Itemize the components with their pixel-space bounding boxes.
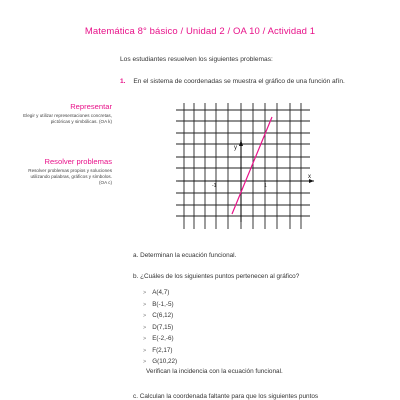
function-line [232, 117, 272, 214]
verify-text: Verifican la incidencia con la ecuación funcional. [146, 368, 283, 375]
list-item: > G(10,22) [143, 358, 178, 365]
list-item: > A(4,7) [143, 289, 170, 296]
x-tick-label: -1 [212, 183, 217, 189]
chevron-right-icon: > [143, 290, 147, 296]
x-axis-label: x [308, 174, 311, 180]
item-b: b. ¿Cuáles de los siguientes puntos pertenecen al gráfico? [133, 273, 300, 280]
chevron-right-icon: > [143, 347, 147, 354]
sidebar-title: Representar [70, 102, 112, 111]
intro-text: Los estudiantes resuelven los siguientes problemas: [120, 56, 273, 63]
item-a: a. Determinan la ecuación funcional. [133, 252, 237, 259]
chevron-right-icon: > [143, 313, 147, 319]
item-c: c. Calculan la coordenada faltante para que los siguientes puntos [133, 393, 319, 400]
sidebar-desc: Elegir y utilizar representaciones concretas, pictóricas y simbólicas. (OA k) [23, 113, 112, 124]
chevron-right-icon: > [143, 301, 147, 308]
list-item: > C(6,12) [143, 312, 174, 319]
sidebar-desc: Resolver problemas propios y soluciones utilizando palabras, gráficos y símbolos. (OA c) [28, 168, 112, 185]
chevron-right-icon: > [143, 336, 147, 342]
chevron-right-icon: > [143, 359, 147, 365]
page-header: Matemática 8° básico / Unidad 2 / OA 10 / Actividad 1 [84, 26, 316, 37]
chevron-right-icon: > [143, 324, 147, 331]
x-tick-label: 1 [264, 183, 267, 189]
grid-lines [176, 103, 310, 229]
y-axis-label: y [234, 145, 237, 151]
question-number: 1. [120, 78, 126, 85]
list-item: > B(-1,-5) [143, 300, 174, 308]
sidebar-title: Resolver problemas [44, 157, 112, 166]
list-item: > D(7,15) [143, 323, 174, 331]
question-text: En el sistema de coordenadas se muestra el gráfico de una función afín. [133, 78, 345, 85]
list-item: > F(2,17) [143, 346, 173, 354]
list-item: > E(-2,-6) [143, 335, 174, 342]
points-list [143, 287, 177, 368]
